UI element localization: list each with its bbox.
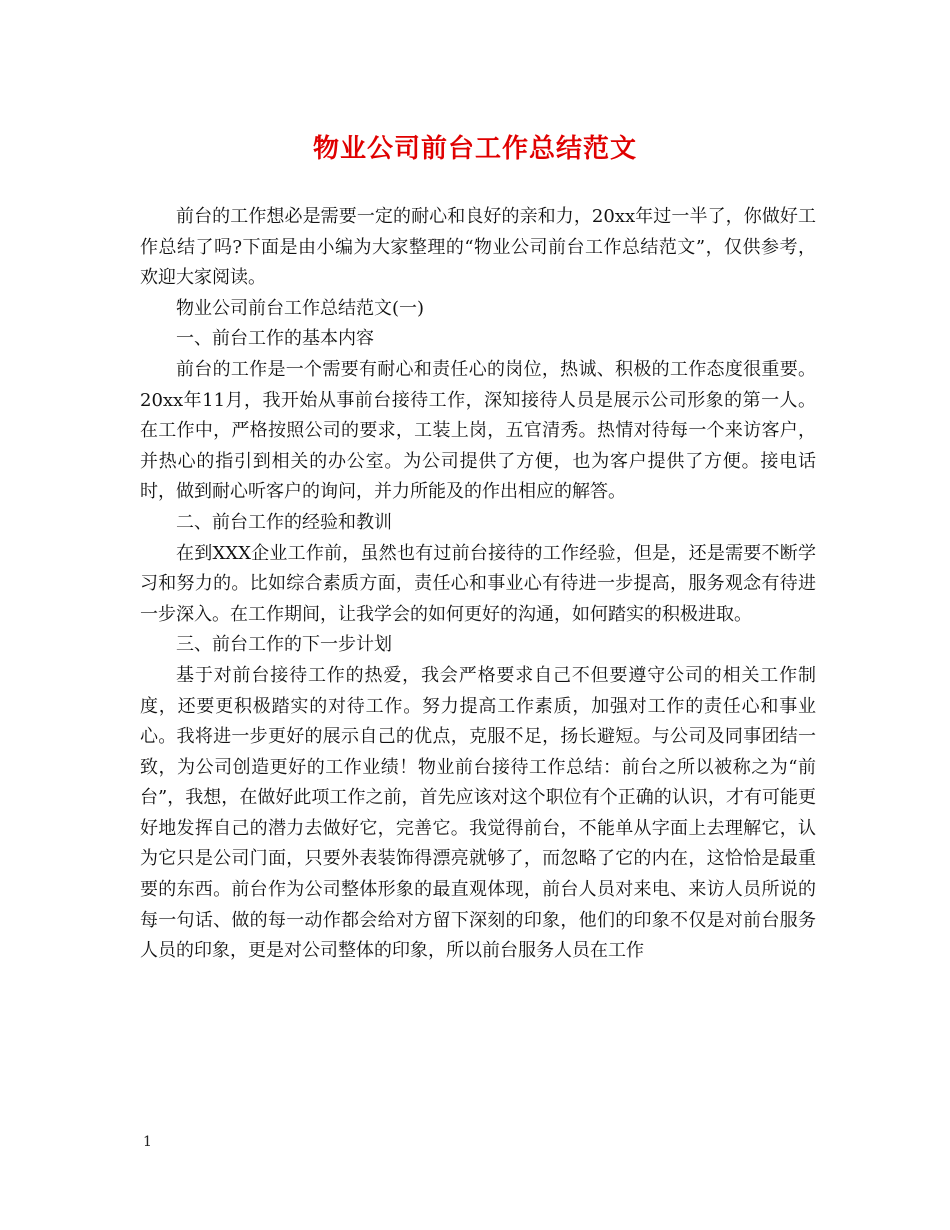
document-title: 物业公司前台工作总结范文 (312, 134, 637, 164)
body-paragraph-1: 前台的工作是一个需要有耐心和责任心的岗位，热诚、积极的工作态度很重要。20xx年11月，我开始从事前台接待工作，深知接待人员是展示公司形象的第一人。在工作中，严格按照公司的要求，工装上岗，五官清秀。热情对待每一个来访客户，并热心的指引到相关的办公室。为公司提供了方便，也为客户提供了方便。接电话时，做到耐心听客户的询问，并力所能及的作出相应的解答。 (140, 358, 816, 503)
intro-paragraph: 前台的工作想必是需要一定的耐心和良好的亲和力，20xx年过一半了，你做好工作总结了吗?下面是由小编为大家整理的“物业公司前台工作总结范文”，仅供参考，欢迎大家阅读。 (140, 206, 816, 289)
section-heading-main: 物业公司前台工作总结范文(一) (176, 297, 425, 319)
body-paragraph-3: 基于对前台接待工作的热爱，我会严格要求自己不但要遵守公司的相关工作制度，还要更积极踏实的对待工作。努力提高工作素质，加强对工作的责任心和事业心。我将进一步更好的展示自己的优点，克服不足，扬长避短。与公司及同事团结一致，为公司创造更好的工作业绩！物业前台接待工作总结：前台之所以被称之为“前台”，我想，在做好此项工作之前，首先应该对这个职位有个正确的认识，才有可能更好地发挥自己的潜力去做好它，完善它。我觉得前台，不能单从字面上去理解它，认为它只是公司门面，只要外表装饰得漂亮就够了，而忽略了它的内在，这恰恰是最重要的东西。前台作为公司整体形象的最直观体现，前台人员对来电、来访人员所说的每一句话、做的每一动作都会给对方留下深刻的印象，他们的印象不仅是对前台服务人员的印象，更是对公司整体的印象，所以前台服务人员在工作 (140, 664, 816, 962)
section-heading-3: 三、前台工作的下一步计划 (176, 634, 392, 656)
document-body (140, 202, 816, 967)
section-heading-1: 一、前台工作的基本内容 (176, 328, 374, 350)
section-heading-2: 二、前台工作的经验和教训 (176, 511, 392, 533)
body-paragraph-2: 在到XXX企业工作前，虽然也有过前台接待的工作经验，但是，还是需要不断学习和努力的。比如综合素质方面，责任心和事业心有待进一步提高，服务观念有待进一步深入。在工作期间，让我学会的如何更好的沟通，如何踏实的积极进取。 (140, 542, 816, 625)
page-number: 1 (143, 1134, 152, 1150)
